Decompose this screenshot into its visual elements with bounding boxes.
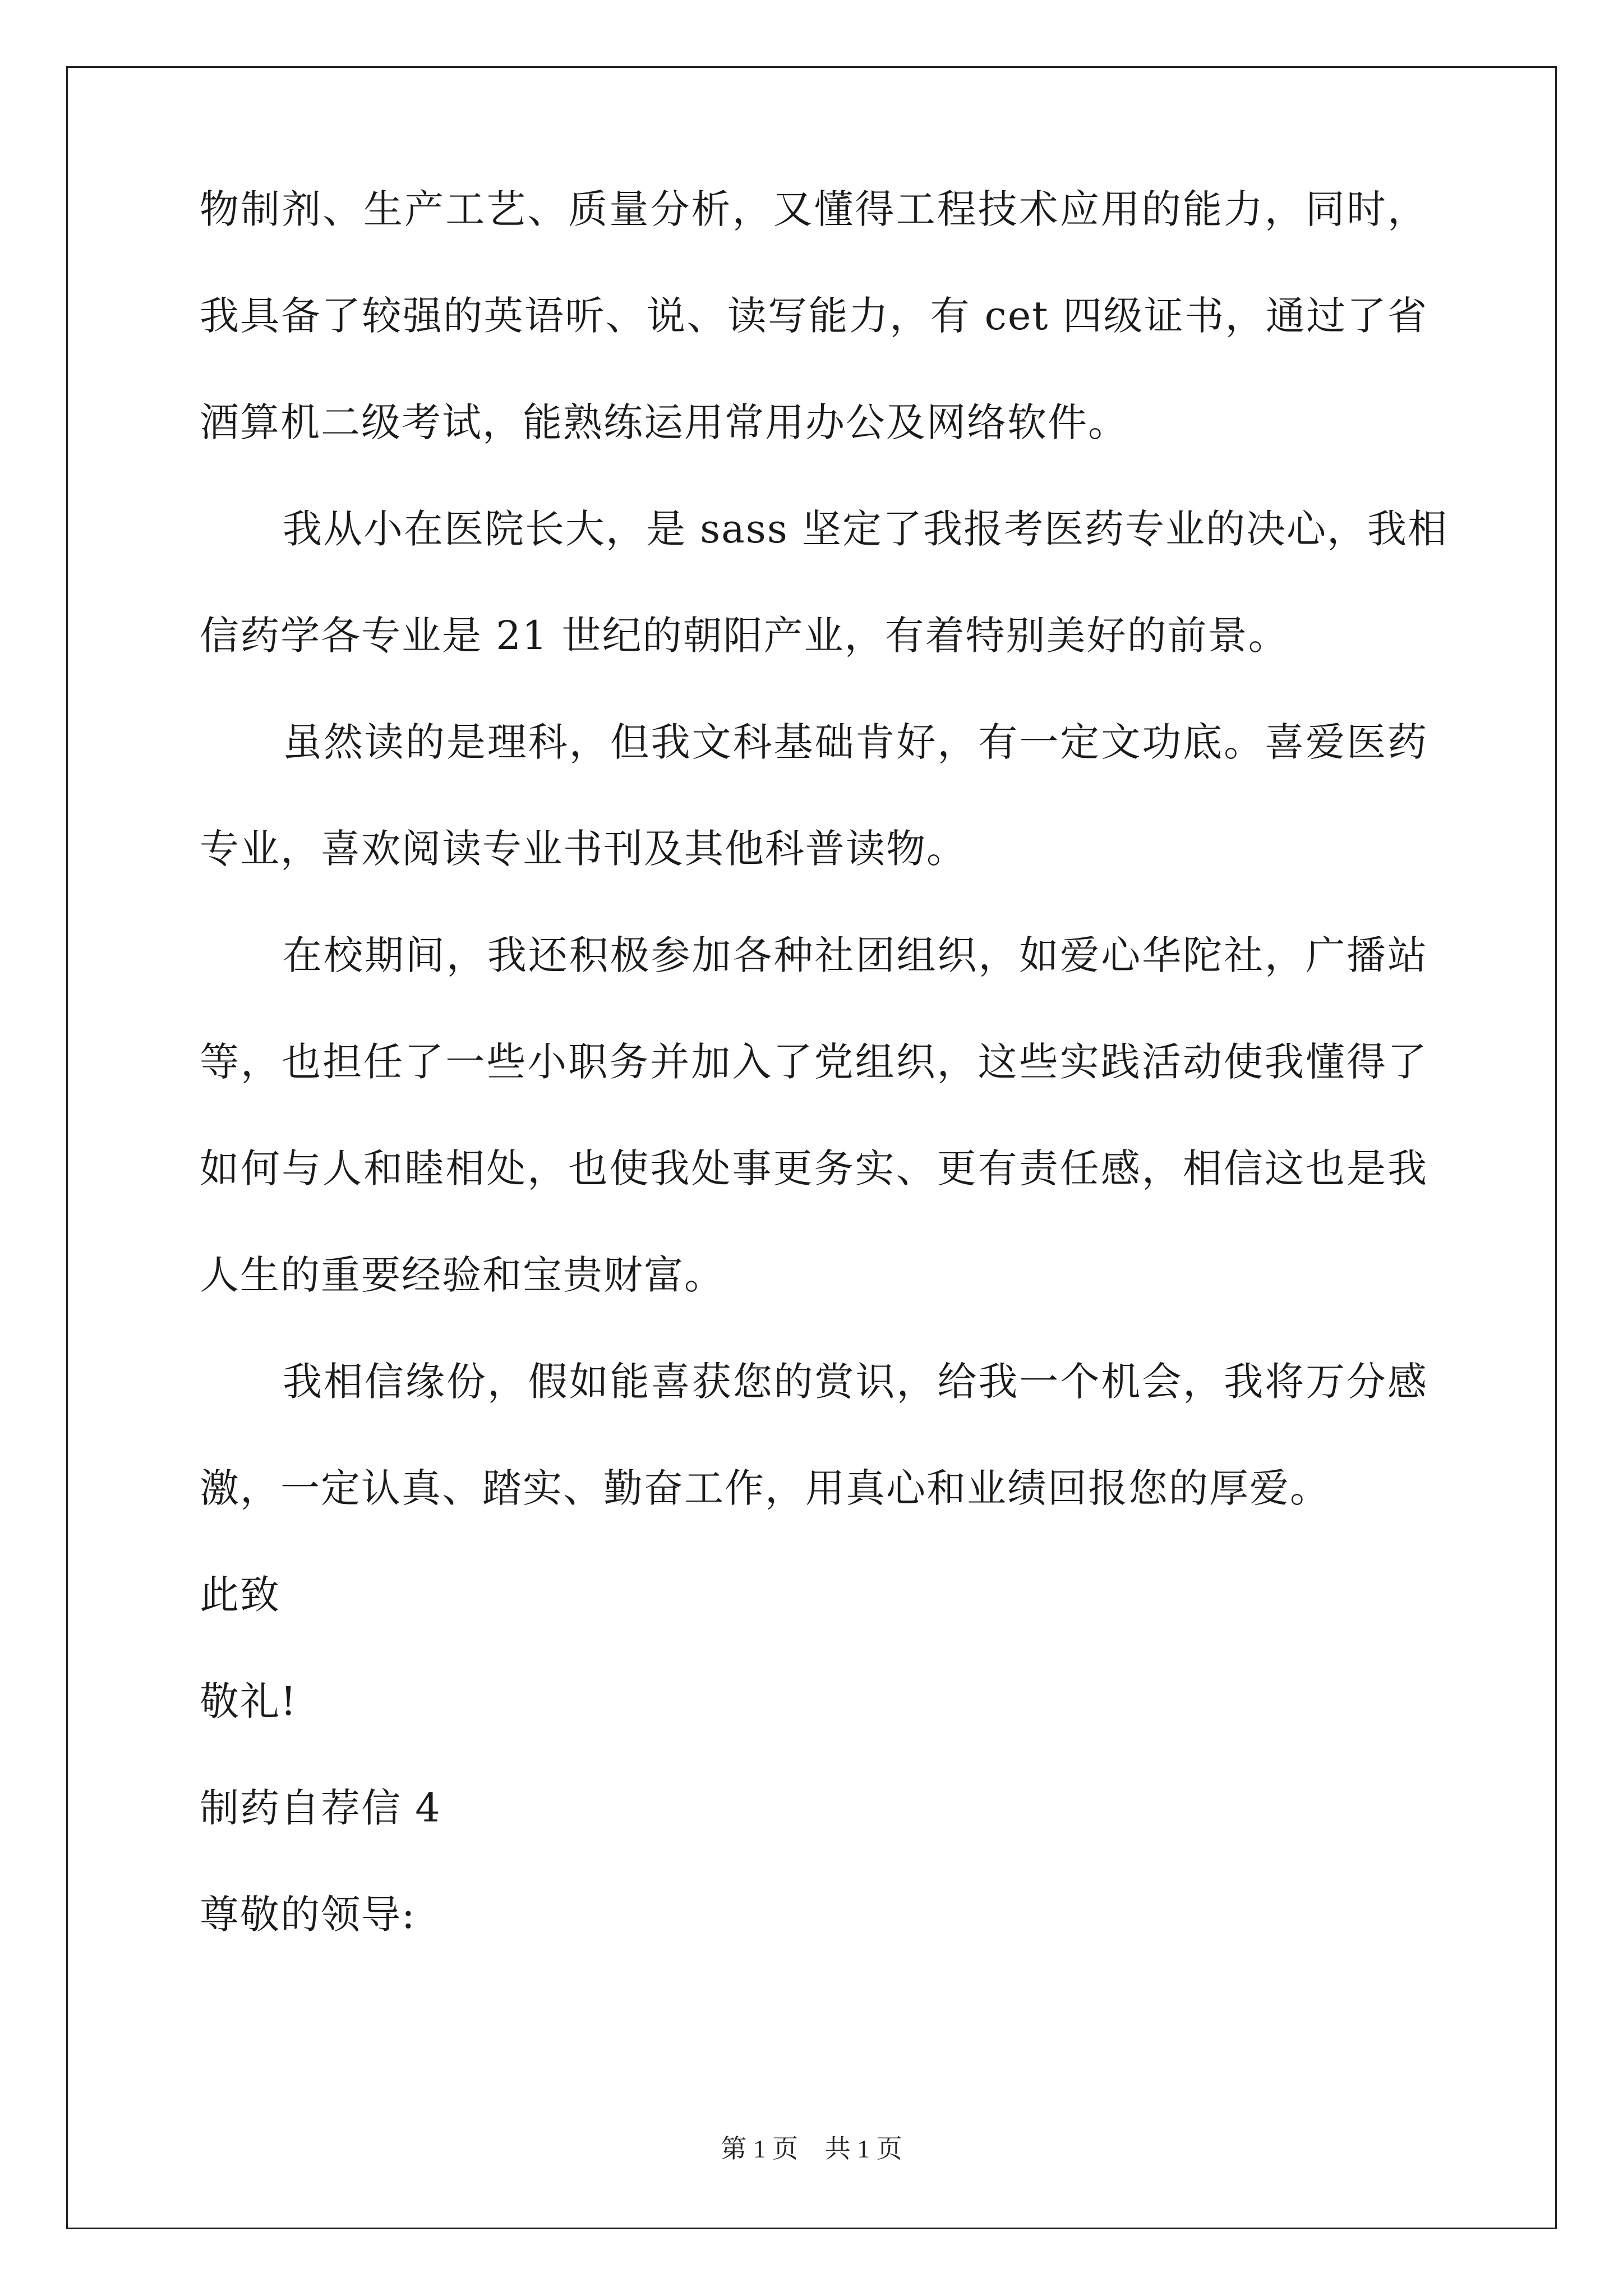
- text-line: 我具备了较强的英语听、说、读写能力，有 cet 四级证书，通过了省: [200, 293, 1428, 339]
- text-line: 人生的重要经验和宝贵财富。: [200, 1252, 725, 1298]
- text-line: 物制剂、生产工艺、质量分析，又懂得工程技术应用的能力，同时，: [200, 186, 1428, 232]
- greeting-line: 尊敬的领导:: [200, 1892, 416, 1938]
- text-line: 等，也担任了一些小职务并加入了党组织，这些实践活动使我懂得了: [200, 1039, 1428, 1085]
- page-footer: [0, 2135, 1623, 2163]
- text-line: 如何与人和睦相处，也使我处事更务实、更有责任感，相信这也是我: [200, 1145, 1428, 1191]
- text-line: 专业，喜欢阅读专业书刊及其他科普读物。: [200, 826, 967, 872]
- paragraph-start-line: 我相信缘份，假如能喜获您的赏识，给我一个机会，我将万分感: [283, 1359, 1428, 1405]
- paragraph-start-line: 在校期间，我还积极参加各种社团组织，如爱心华陀社，广播站: [283, 932, 1428, 978]
- page-total: 共 1 页: [824, 2134, 902, 2163]
- paragraph-start-line: 虽然读的是理科，但我文科基础肯好，有一定文功底。喜爱医药: [283, 719, 1428, 765]
- text-line: 信药学各专业是 21 世纪的朝阳产业，有着特别美好的前景。: [200, 613, 1289, 659]
- closing-line: 此致: [200, 1572, 280, 1618]
- text-line: 激，一定认真、踏实、勤奋工作，用真心和业绩回报您的厚爱。: [200, 1465, 1330, 1511]
- document-body: [200, 186, 1449, 2001]
- section-title: 制药自荐信 4: [200, 1785, 441, 1831]
- paragraph-start-line: 我从小在医院长大，是 sass 坚定了我报考医药专业的决心，我相: [283, 506, 1449, 552]
- page-number: 第 1 页: [721, 2134, 799, 2163]
- salutation-line: 敬礼!: [200, 1678, 298, 1724]
- text-line: 酒算机二级考试，能熟练运用常用办公及网络软件。: [200, 399, 1128, 445]
